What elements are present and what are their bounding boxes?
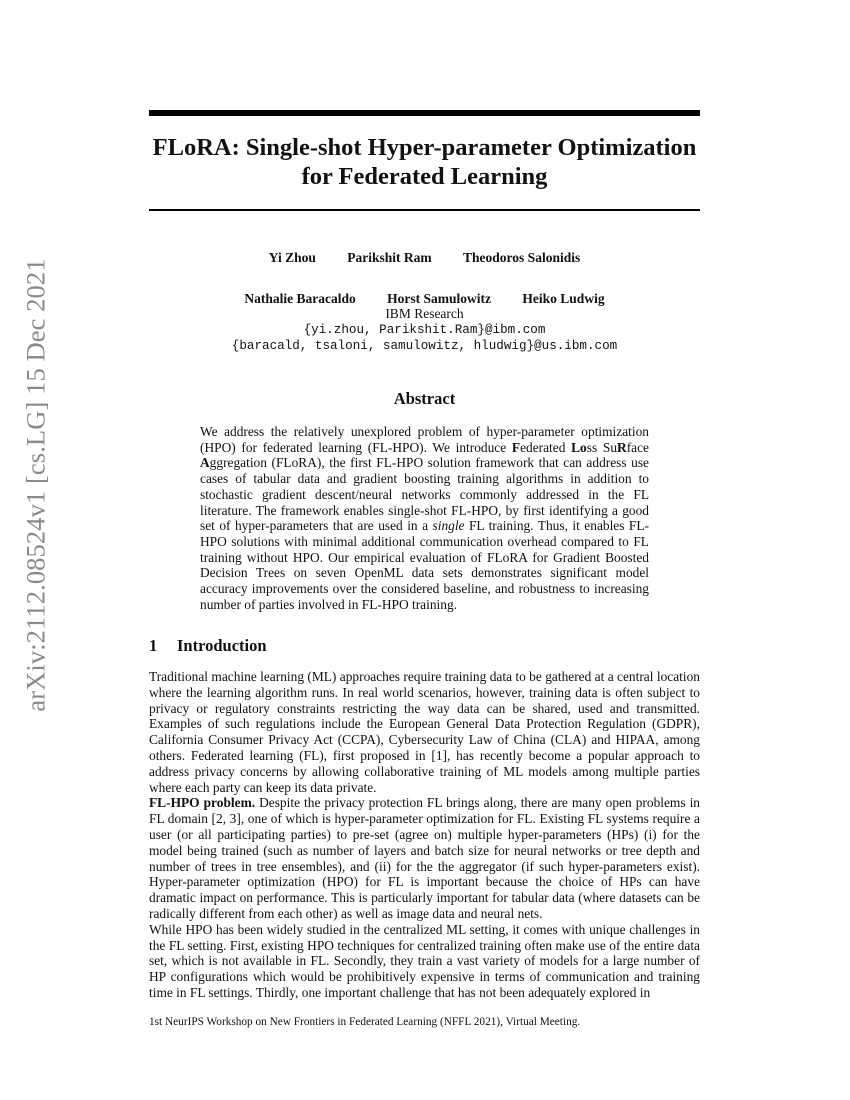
paragraph-text: While HPO has been widely studied in the centralized ML setting, it comes with unique challenges in the FL setting. First, existing HPO techniques for centralized training often make use of the entire data set, which is not available in FL. Secondly, they train a vast variety of models for a large number of HP configurations which would be prohibitively expensive in terms of communication and training time in FL settings. Thirdly, one important challenge that has not been adequately explored in <box>149 921 700 1000</box>
email-line: {baracald, tsaloni, samulowitz, hludwig}@us.ibm.com <box>231 339 618 353</box>
acronym-rest: ederated <box>520 439 572 455</box>
section-number: 1 <box>149 636 158 655</box>
venue-footnote: 1st NeurIPS Workshop on New Frontiers in Federated Learning (NFFL 2021), Virtual Meeting. <box>149 1016 581 1028</box>
author-row-2 <box>149 291 700 307</box>
author-row-1 <box>149 250 700 266</box>
abstract-text: (FLoRA), the first FL-HPO solution framework that can address use cases of tabular data and gradient boosting training algorithms in addition to stochastic gradient descent/neural networks commonly addressed in the FL literature. The framework enables single-shot FL-HPO, by first identifying a good set of hyper-parameters that are used in a <box>200 455 649 534</box>
author-name: Parikshit Ram <box>347 250 432 265</box>
abstract-text: FL training. Thus, it enables FL-HPO solutions with minimal additional communication overhead compared to FL training without HPO. Our empirical evaluation of FLoRA for Gradient Boosted Decision Trees on seven OpenML data sets demonstrates significant model accuracy improvements over the considered baseline, and robustness to increasing number of parties involved in FL-HPO training. <box>200 518 650 612</box>
title-rule-top <box>149 110 700 116</box>
paragraph <box>149 795 700 921</box>
author-name: Theodoros Salonidis <box>463 250 581 265</box>
affiliation-block <box>149 306 700 354</box>
arxiv-stamp <box>18 258 54 712</box>
email-line: {yi.zhou, Parikshit.Ram}@ibm.com <box>303 323 546 337</box>
acronym-rest: ss Su <box>586 439 618 455</box>
paragraph-text: Despite the privacy protection FL brings along, there are many open problems in FL domain [2, 3], one of which is hyper-parameter optimization for FL. Existing FL systems require a user (or all participating parties) to pre-set (agree on) multiple hyper-parameters (HPs) (i) for the model being trained (such as number of layers and batch size for neural networks or tree depth and number of trees in tree ensembles), and (ii) for the the aggregator (if such hyper-parameters exist). Hyper-parameter optimization (HPO) for FL is important because the choice of HPs can have dramatic impact on performance. This is particularly important for tabular data (where datasets can be radically different from each other) as well as image data and neural nets. <box>149 795 700 921</box>
paragraph-text: Traditional machine learning (ML) approaches require training data to be gathered at a central location where the learning algorithm runs. In real world scenarios, however, training data is often subject to privacy or regulatory constraints restricting the way data can be shared, used and transmitted. Examples of such regulations include the European General Data Protection Regulation (GDPR), California Consumer Privacy Act (CCPA), Cybersecurity Law of China (CLA) and HIPAA, among others. Federated learning (FL), first proposed in [1], has recently become a popular approach to address privacy concerns by allowing collaborative training of ML models among multiple parties where each party can keep its data private. <box>149 669 700 795</box>
title-line-1: FLoRA: Single-shot Hyper-parameter Optimization <box>152 134 697 161</box>
acronym-letter: R <box>617 439 627 455</box>
author-name: Yi Zhou <box>268 250 316 265</box>
paragraph-lead: FL-HPO problem. <box>149 795 256 811</box>
paragraph <box>149 669 700 795</box>
paragraph <box>149 922 700 1001</box>
abstract-emphasis: single <box>432 518 465 534</box>
acronym-letter: F <box>511 439 521 455</box>
acronym-letter: A <box>200 455 210 471</box>
paper-title <box>149 133 700 191</box>
affiliation: IBM Research <box>385 306 464 321</box>
title-line-2: for Federated Learning <box>301 163 548 190</box>
acronym-rest: face <box>626 439 649 455</box>
section-title: Introduction <box>177 636 267 655</box>
abstract-text: We address the relatively unexplored problem of hyper-parameter optimization (HPO) for federated learning (FL-HPO). We introduce <box>200 424 649 455</box>
section-heading-introduction <box>149 636 267 656</box>
author-name: Horst Samulowitz <box>387 291 492 306</box>
acronym-letter: Lo <box>571 439 587 455</box>
author-name: Heiko Ludwig <box>522 291 605 306</box>
title-rule-bottom <box>149 209 700 211</box>
abstract-body <box>200 424 649 612</box>
arxiv-identifier[interactable]: arXiv:2112.08524v1 [cs.LG] 15 Dec 2021 <box>20 258 51 712</box>
author-name: Nathalie Baracaldo <box>244 291 356 306</box>
acronym-rest: ggregation <box>209 455 267 471</box>
abstract-heading: Abstract <box>393 389 456 408</box>
introduction-body <box>149 669 700 1001</box>
